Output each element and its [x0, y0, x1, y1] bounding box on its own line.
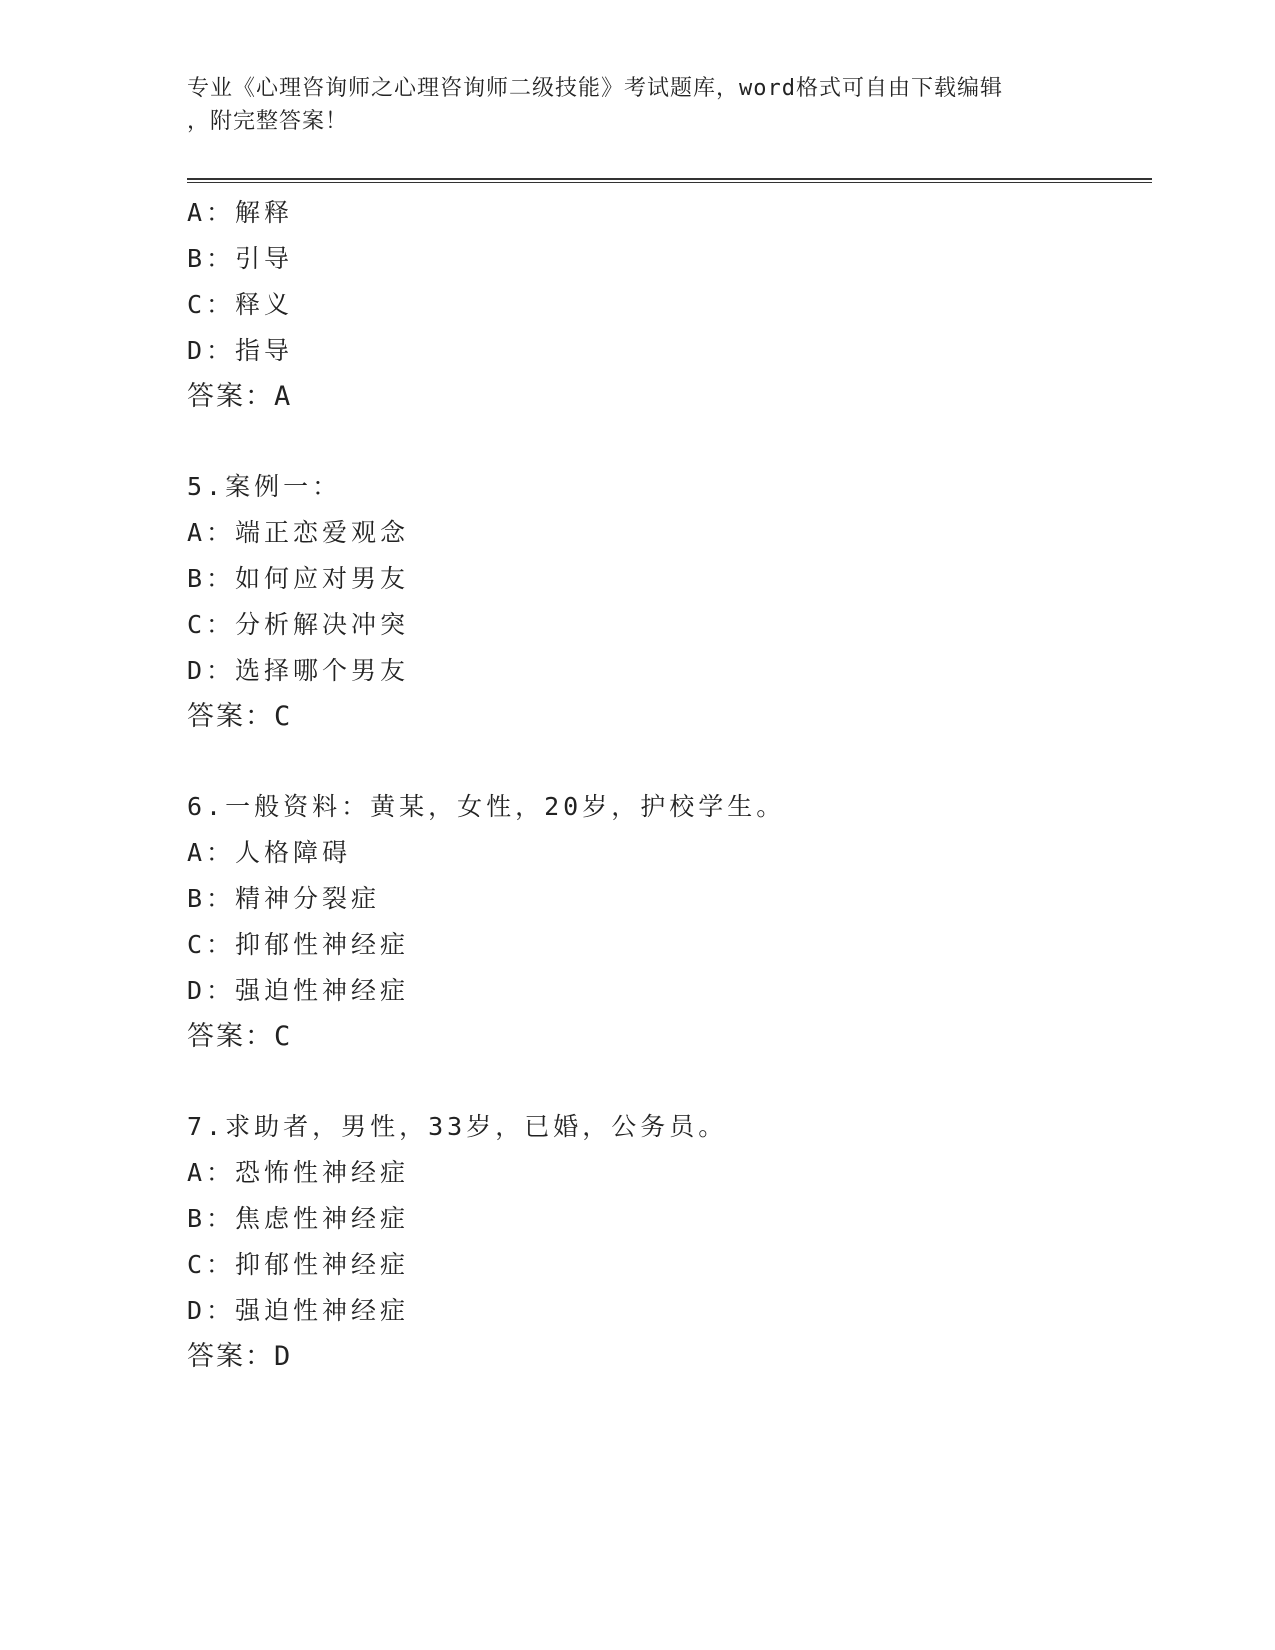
option-c: C：抑郁性神经症 [187, 930, 410, 959]
header-rule-thin [187, 182, 1152, 183]
question-7 [187, 1104, 1147, 1380]
answer: 答案：C [187, 1021, 293, 1052]
option-a: A：端正恋爱观念 [187, 518, 410, 547]
option-d: D：指导 [187, 336, 294, 365]
option-d: D：选择哪个男友 [187, 656, 410, 685]
option-b: B：精神分裂症 [187, 884, 381, 913]
option-a: A：人格障碍 [187, 838, 352, 867]
option-b: B：焦虑性神经症 [187, 1204, 410, 1233]
answer: 答案：A [187, 381, 293, 412]
question-stem: 6.一般资料：黄某，女性，20岁，护校学生。 [187, 792, 786, 821]
question-6 [187, 784, 1147, 1060]
header-line-2: ，附完整答案！ [187, 109, 349, 134]
option-a: A：解释 [187, 198, 294, 227]
answer: 答案：D [187, 1341, 293, 1372]
header-rule [187, 178, 1152, 180]
option-b: B：如何应对男友 [187, 564, 410, 593]
question-stem: 7.求助者，男性，33岁，已婚，公务员。 [187, 1112, 728, 1141]
header-line-1: 专业《心理咨询师之心理咨询师二级技能》考试题库，word格式可自由下载编辑 [187, 76, 1003, 101]
option-c: C：释义 [187, 290, 294, 319]
answer: 答案：C [187, 701, 293, 732]
document-header [187, 72, 1087, 138]
question-4 [187, 190, 1147, 420]
option-c: C：抑郁性神经症 [187, 1250, 410, 1279]
question-list [187, 190, 1147, 1380]
option-c: C：分析解决冲突 [187, 610, 410, 639]
question-stem: 5.案例一： [187, 472, 342, 501]
option-b: B：引导 [187, 244, 294, 273]
option-d: D：强迫性神经症 [187, 976, 410, 1005]
question-5 [187, 464, 1147, 740]
option-a: A：恐怖性神经症 [187, 1158, 410, 1187]
option-d: D：强迫性神经症 [187, 1296, 410, 1325]
